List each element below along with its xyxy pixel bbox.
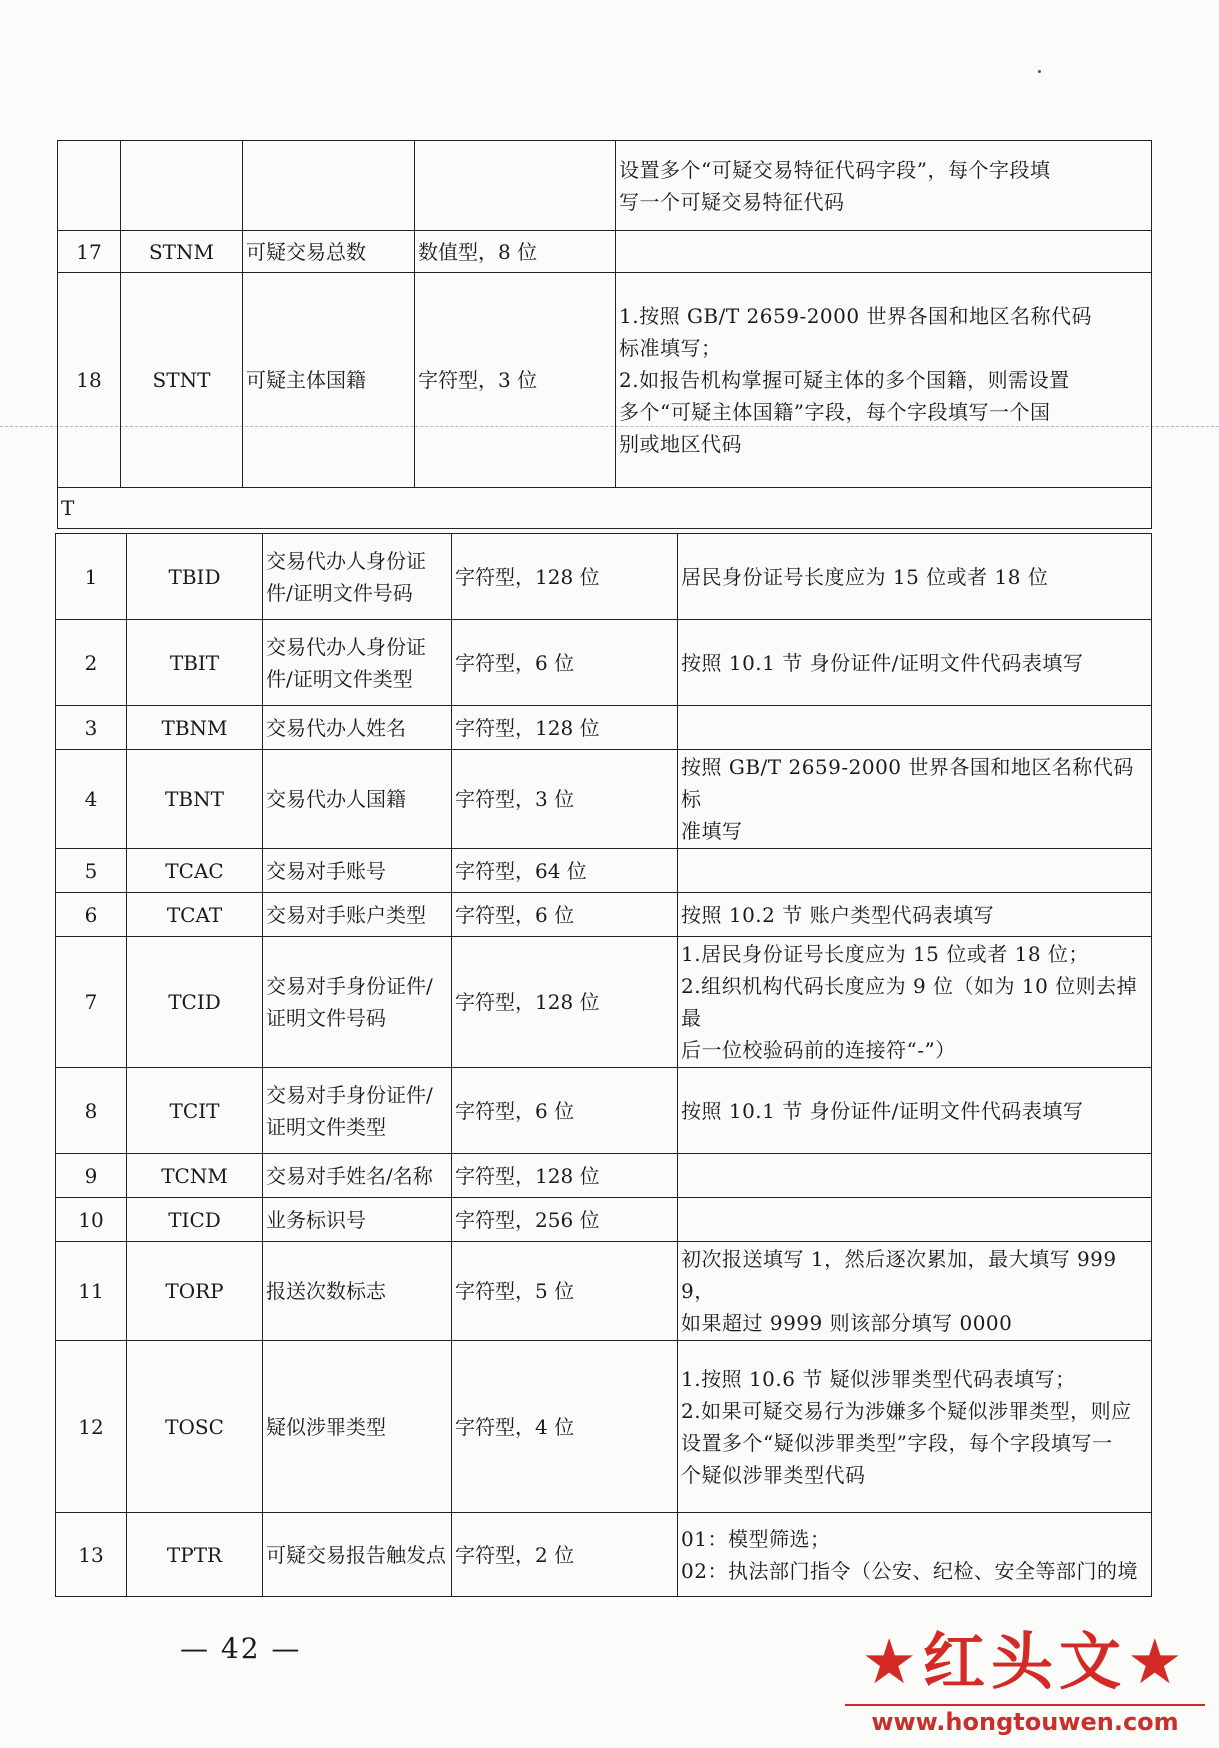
row-number: 12 [56, 1341, 127, 1513]
note-line: 初次报送填写 1，然后逐次累加，最大填写 9999， [681, 1247, 1117, 1303]
note-line: 多个“可疑主体国籍”字段，每个字段填写一个国 [619, 400, 1051, 424]
section-label: T [58, 488, 1152, 529]
note-line: 如果超过 9999 则该部分填写 0000 [681, 1311, 1013, 1335]
table-row [58, 231, 1152, 273]
note-line: 按照 10.2 节 账户类型代码表填写 [681, 902, 995, 927]
field-code: TBID [127, 534, 263, 620]
row-number: 3 [56, 706, 127, 750]
table-row [56, 1242, 1152, 1341]
field-name: 可疑交易报告触发点 [263, 1513, 452, 1597]
field-notes [678, 849, 1152, 893]
field-code: TCID [127, 937, 263, 1068]
field-code: TCAC [127, 849, 263, 893]
table-row [58, 273, 1152, 488]
note-line: 1.居民身份证号长度应为 15 位或者 18 位； [681, 942, 1089, 966]
watermark-title [845, 1612, 1205, 1701]
field-name: 可疑主体国籍 [243, 273, 415, 488]
field-notes [678, 1154, 1152, 1198]
field-type: 字符型，128 位 [452, 534, 678, 620]
row-number: 13 [56, 1513, 127, 1597]
row-number: 2 [56, 620, 127, 706]
field-type: 字符型，3 位 [452, 750, 678, 849]
field-code: TBIT [127, 620, 263, 706]
note-line: 设置多个“可疑交易特征代码字段”，每个字段填 [619, 157, 1051, 182]
field-name: 交易代办人身份证件/证明文件号码 [263, 534, 452, 620]
field-type: 数值型，8 位 [415, 231, 616, 273]
field-code: TCNM [127, 1154, 263, 1198]
field-notes [616, 141, 1152, 231]
field-type: 字符型，6 位 [452, 893, 678, 937]
field-code: TBNM [127, 706, 263, 750]
field-code: TCAT [127, 893, 263, 937]
field-notes [678, 893, 1152, 937]
field-table-top [57, 140, 1152, 529]
note-line: 个疑似涉罪类型代码 [681, 1462, 866, 1487]
row-number: 10 [56, 1198, 127, 1242]
field-name: 报送次数标志 [263, 1242, 452, 1341]
field-name: 交易对手身份证件/证明文件类型 [263, 1068, 452, 1154]
field-notes [678, 1198, 1152, 1242]
table-row [58, 141, 1152, 231]
field-type: 字符型，3 位 [415, 273, 616, 488]
field-type: 字符型，128 位 [452, 1154, 678, 1198]
field-notes [616, 273, 1152, 488]
watermark-url: www.hongtouwen.com [845, 1704, 1205, 1736]
page-number: — 42 — [180, 1632, 302, 1665]
table-row [56, 937, 1152, 1068]
field-type: 字符型，5 位 [452, 1242, 678, 1341]
table-row [56, 750, 1152, 849]
field-code: STNT [121, 273, 243, 488]
table-row [56, 1198, 1152, 1242]
star-icon: ★ [861, 1625, 923, 1698]
note-line: 别或地区代码 [619, 432, 742, 456]
table-row [56, 620, 1152, 706]
note-line: 按照 10.1 节 身份证件/证明文件代码表填写 [681, 1098, 1084, 1123]
table-row [56, 1513, 1152, 1597]
table-row [56, 1154, 1152, 1198]
note-line: 标准填写； [619, 336, 722, 360]
field-name: 交易对手账号 [263, 849, 452, 893]
field-name: 业务标识号 [263, 1198, 452, 1242]
row-number: 4 [56, 750, 127, 849]
field-name [243, 141, 415, 231]
note-line: 2.如果可疑交易行为涉嫌多个疑似涉罪类型，则应 [681, 1398, 1132, 1423]
field-name: 交易对手账户类型 [263, 893, 452, 937]
field-code: TORP [127, 1242, 263, 1341]
row-number [58, 141, 121, 231]
note-line: 按照 GB/T 2659-2000 世界各国和地区名称代码标 [681, 755, 1134, 811]
note-line: 1.按照 GB/T 2659-2000 世界各国和地区名称代码 [619, 304, 1092, 328]
row-number: 11 [56, 1242, 127, 1341]
note-line: 准填写 [681, 819, 743, 843]
row-number: 9 [56, 1154, 127, 1198]
section-row [58, 488, 1152, 529]
table-row [56, 893, 1152, 937]
watermark-text: 红头文 [922, 1625, 1127, 1698]
site-watermark [845, 1612, 1205, 1742]
field-type: 字符型，128 位 [452, 706, 678, 750]
field-type: 字符型，128 位 [452, 937, 678, 1068]
row-number: 5 [56, 849, 127, 893]
field-type [415, 141, 616, 231]
note-line: 2.组织机构代码长度应为 9 位（如为 10 位则去掉最 [681, 974, 1138, 1030]
field-table-t-section [55, 533, 1152, 1597]
field-name: 可疑交易总数 [243, 231, 415, 273]
note-line: 02：执法部门指令（公安、纪检、安全等部门的境 [681, 1558, 1138, 1583]
field-type: 字符型，64 位 [452, 849, 678, 893]
field-name: 交易代办人姓名 [263, 706, 452, 750]
field-code: TICD [127, 1198, 263, 1242]
field-code: TOSC [127, 1341, 263, 1513]
note-line: 写一个可疑交易特征代码 [619, 189, 845, 214]
field-type: 字符型，4 位 [452, 1341, 678, 1513]
row-number: 1 [56, 534, 127, 620]
row-number: 6 [56, 893, 127, 937]
field-notes [678, 1068, 1152, 1154]
scan-speck [1038, 70, 1041, 73]
field-notes [678, 937, 1152, 1068]
table-row [56, 849, 1152, 893]
star-icon: ★ [1127, 1625, 1189, 1698]
table-row [56, 1341, 1152, 1513]
field-name: 疑似涉罪类型 [263, 1341, 452, 1513]
field-type: 字符型，6 位 [452, 620, 678, 706]
field-name: 交易代办人身份证件/证明文件类型 [263, 620, 452, 706]
table-row [56, 534, 1152, 620]
note-line: 后一位校验码前的连接符“-”） [681, 1038, 956, 1062]
field-name: 交易对手姓名/名称 [263, 1154, 452, 1198]
row-number: 8 [56, 1068, 127, 1154]
field-notes [678, 534, 1152, 620]
note-line: 居民身份证号长度应为 15 位或者 18 位 [681, 564, 1049, 589]
field-notes [678, 750, 1152, 849]
row-number: 18 [58, 273, 121, 488]
field-notes [678, 706, 1152, 750]
field-code: STNM [121, 231, 243, 273]
field-code [121, 141, 243, 231]
field-notes [678, 1242, 1152, 1341]
note-line: 1.按照 10.6 节 疑似涉罪类型代码表填写； [681, 1366, 1076, 1391]
field-code: TPTR [127, 1513, 263, 1597]
table-row [56, 1068, 1152, 1154]
note-line: 01：模型筛选； [681, 1526, 831, 1551]
field-code: TBNT [127, 750, 263, 849]
field-notes [678, 1341, 1152, 1513]
table-row [56, 706, 1152, 750]
field-name: 交易对手身份证件/证明文件号码 [263, 937, 452, 1068]
note-line: 设置多个“疑似涉罪类型”字段，每个字段填写一 [681, 1430, 1113, 1455]
row-number: 7 [56, 937, 127, 1068]
field-type: 字符型，256 位 [452, 1198, 678, 1242]
field-notes [678, 620, 1152, 706]
field-type: 字符型，2 位 [452, 1513, 678, 1597]
field-notes [678, 1513, 1152, 1597]
field-code: TCIT [127, 1068, 263, 1154]
field-notes [616, 231, 1152, 273]
note-line: 按照 10.1 节 身份证件/证明文件代码表填写 [681, 650, 1084, 675]
row-number: 17 [58, 231, 121, 273]
field-name: 交易代办人国籍 [263, 750, 452, 849]
field-type: 字符型，6 位 [452, 1068, 678, 1154]
note-line: 2.如报告机构掌握可疑主体的多个国籍，则需设置 [619, 368, 1070, 392]
